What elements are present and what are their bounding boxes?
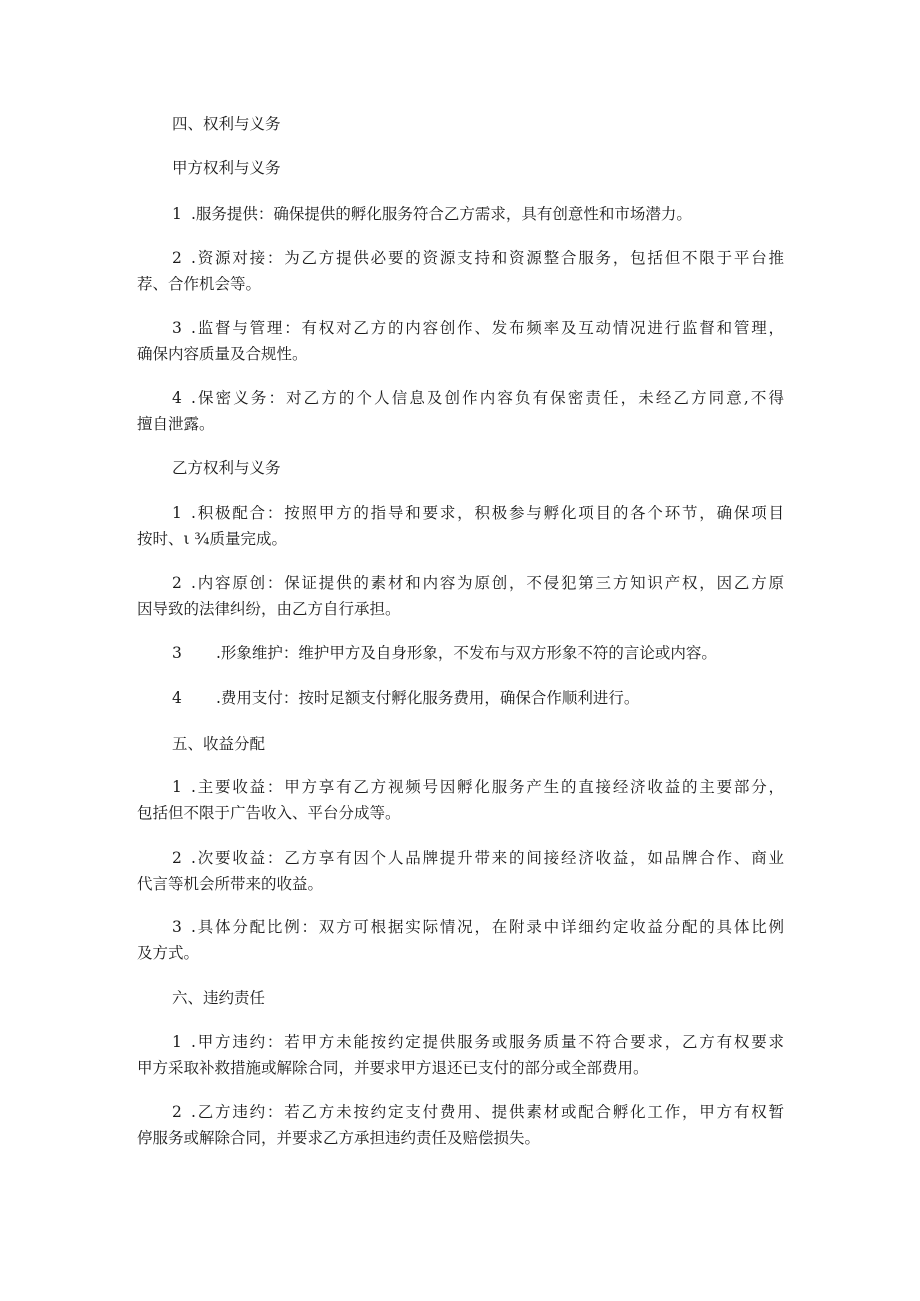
party-b-item-4 xyxy=(172,688,639,708)
item-number: 1 xyxy=(172,504,182,522)
item-text: .主要收益：甲方享有乙方视频号因孵化服务产生的直接经济收益的主要部分， xyxy=(191,778,784,796)
item-text: .积极配合：按照甲方的指导和要求，积极参与孵化项目的各个环节，确保项目 xyxy=(191,504,784,522)
item-text-continued: 包括但不限于广告收入、平台分成等。 xyxy=(137,804,401,822)
item-text: .乙方违约：若乙方未按约定支付费用、提供素材或配合孵化工作，甲方有权暂 xyxy=(191,1103,784,1121)
item-text: .监督与管理：有权对乙方的内容创作、发布频率及互动情况进行监督和管理， xyxy=(191,319,784,337)
section-heading-rights: 四、权利与义务 xyxy=(172,115,281,133)
item-text: .具体分配比例：双方可根据实际情况，在附录中详细约定收益分配的具体比例 xyxy=(191,918,784,936)
party-a-item-3 xyxy=(172,318,784,338)
item-text-continued: 确保内容质量及合规性。 xyxy=(137,345,308,363)
item-text-continued: 擅自泄露。 xyxy=(137,415,215,433)
item-text-continued: 停服务或解除合同，并要求乙方承担违约责任及赔偿损失。 xyxy=(137,1129,541,1147)
subheading-party-a: 甲方权利与义务 xyxy=(172,159,281,177)
section-heading-revenue: 五、收益分配 xyxy=(172,735,266,753)
item-number: 1 xyxy=(172,205,182,223)
item-number: 1 xyxy=(172,1033,182,1051)
party-b-item-2 xyxy=(172,573,784,593)
item-number: 2 xyxy=(172,1103,182,1121)
item-text-continued: 代言等机会所带来的收益。 xyxy=(137,875,324,893)
item-text-continued: 荐、合作机会等。 xyxy=(137,275,262,293)
item-text: .甲方违约：若甲方未能按约定提供服务或服务质量不符合要求，乙方有权要求 xyxy=(191,1033,784,1051)
party-a-item-4 xyxy=(172,388,784,408)
item-text-continued: 因导致的法律纠纷，由乙方自行承担。 xyxy=(137,600,401,618)
item-text: .内容原创：保证提供的素材和内容为原创，不侵犯第三方知识产权，因乙方原 xyxy=(191,574,784,592)
section-heading-breach: 六、违约责任 xyxy=(172,989,266,1007)
party-b-item-3 xyxy=(172,643,717,663)
party-a-item-1 xyxy=(172,204,692,224)
item-number: 3 xyxy=(172,644,182,662)
item-number: 2 xyxy=(172,849,182,867)
item-number: 3 xyxy=(172,918,182,936)
item-text: .服务提供：确保提供的孵化服务符合乙方需求，具有创意性和市场潜力。 xyxy=(191,205,692,223)
revenue-item-3 xyxy=(172,917,784,937)
item-text: .资源对接：为乙方提供必要的资源支持和资源整合服务，包括但不限于平台推 xyxy=(191,249,784,267)
item-text: .次要收益：乙方享有因个人品牌提升带来的间接经济收益，如品牌合作、商业 xyxy=(191,849,784,867)
item-text: .形象维护：维护甲方及自身形象，不发布与双方形象不符的言论或内容。 xyxy=(216,644,717,662)
item-text: .费用支付：按时足额支付孵化服务费用，确保合作顺利进行。 xyxy=(216,689,640,707)
breach-item-1 xyxy=(172,1032,784,1052)
item-text-continued: 甲方采取补救措施或解除合同，并要求甲方退还已支付的部分或全部费用。 xyxy=(137,1059,649,1077)
party-b-item-1 xyxy=(172,503,784,523)
revenue-item-2 xyxy=(172,848,784,868)
item-number: 4 xyxy=(172,389,182,407)
party-a-item-2 xyxy=(172,248,784,268)
item-number: 1 xyxy=(172,778,182,796)
item-text-continued: 及方式。 xyxy=(137,944,200,962)
item-number: 2 xyxy=(172,249,182,267)
subheading-party-b: 乙方权利与义务 xyxy=(172,459,281,477)
breach-item-2 xyxy=(172,1102,784,1122)
revenue-item-1 xyxy=(172,777,784,797)
item-text: .保密义务：对乙方的个人信息及创作内容负有保密责任，未经乙方同意,不得 xyxy=(191,389,784,407)
item-number: 4 xyxy=(172,689,182,707)
item-text-continued: 按时、ι ¾质量完成。 xyxy=(137,530,288,548)
item-number: 3 xyxy=(172,319,182,337)
item-number: 2 xyxy=(172,574,182,592)
